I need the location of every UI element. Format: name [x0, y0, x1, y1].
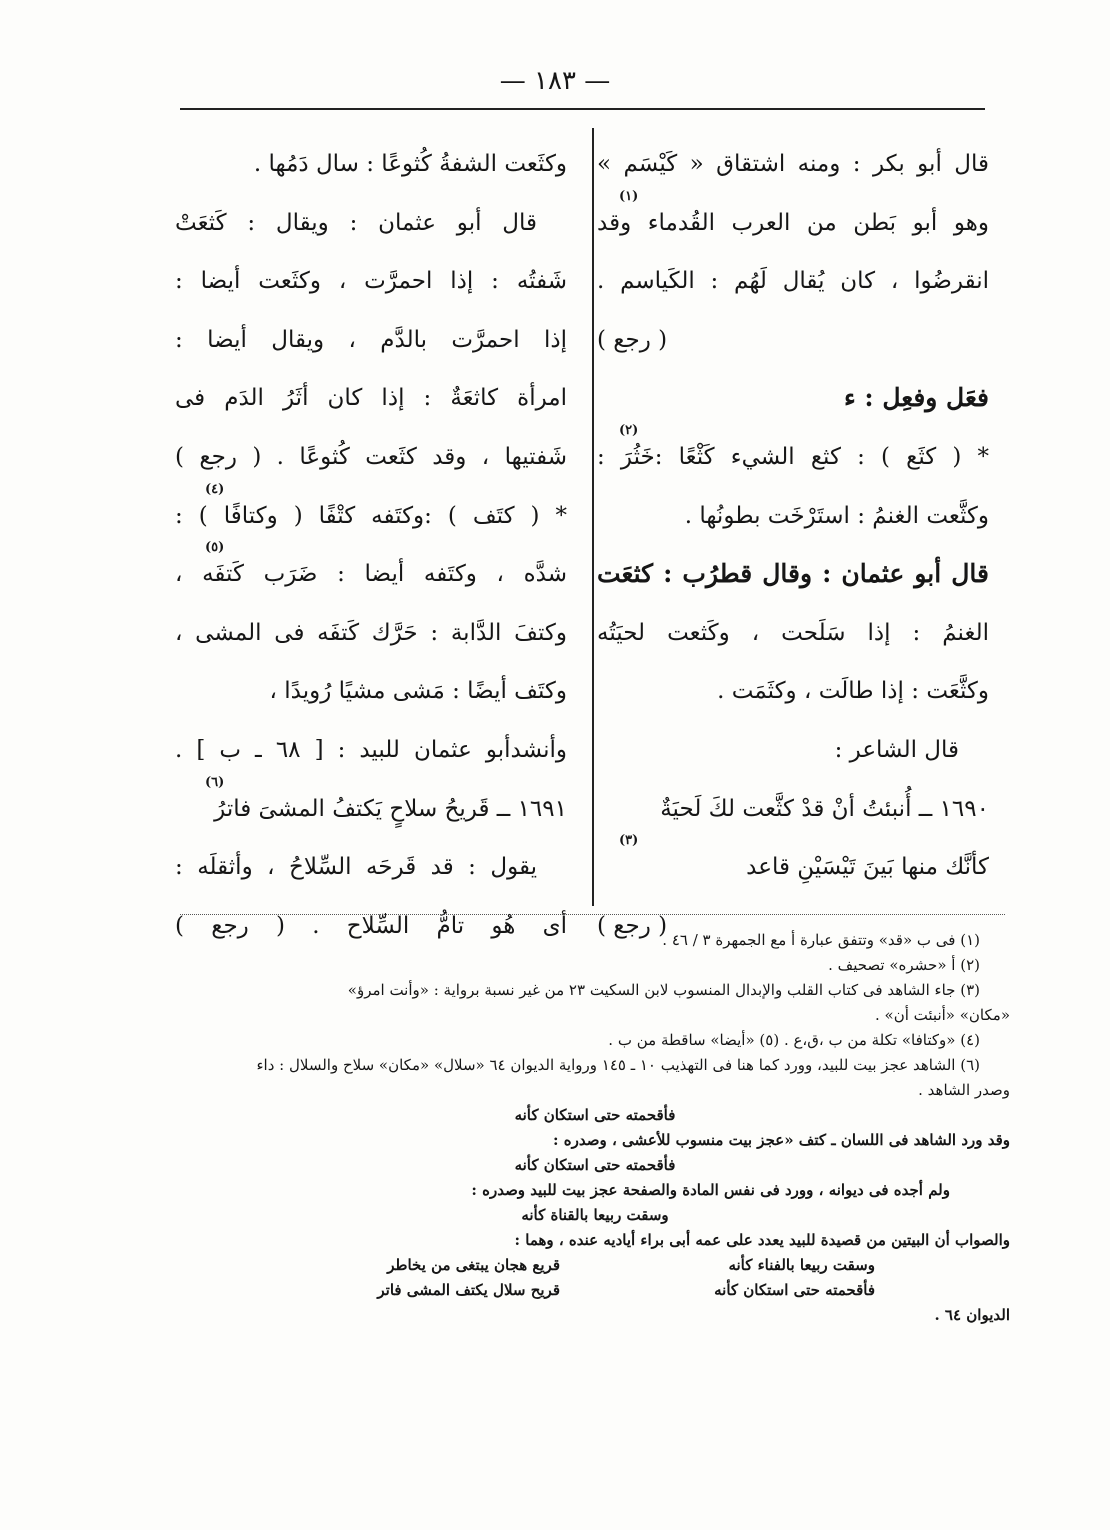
text-line — [175, 604, 567, 663]
footnote-line: (٣) جاء الشاهد فى كتاب القلب والإبدال المنسوب لابن السكيت ٢٣ من غير نسبة برواية : «وأنت امرؤ» — [347, 981, 980, 999]
line-text: * ( كثَع ) : كثع الشيء كَثْعًا :خَثُرَ : — [597, 443, 989, 470]
text-line — [597, 662, 989, 721]
footnote-line: وقد ورد الشاهد فى اللسان ـ كتف «عجز بيت منسوب للأعشى ، وصدره : — [553, 1131, 1010, 1149]
text-line — [597, 487, 989, 546]
footnote-line: ولم أجده فى ديوانه ، وورد فى نفس المادة والصفحة عجز بيت للبيد وصدره : — [471, 1181, 950, 1199]
text-line — [597, 188, 989, 253]
line-text: شدَّه ، وكتَفه أيضا : ضَرَب كَتفَه ، — [175, 561, 567, 588]
line-text: وكتَف أيضًا : مَشى مشيًا رُويدًا ، — [269, 678, 567, 705]
footnotes — [180, 928, 1010, 1328]
footnote-line: فأقحمته حتى استكان كأنه — [514, 1156, 676, 1174]
line-text: قال أبو عثمان : وقال قطرُب : كثعَت — [597, 559, 989, 589]
line-text: * ( كتَف ) :وكتَفه كتْفًا ( وكتافًا ) : — [175, 502, 567, 529]
line-text: ( رجع ) — [597, 326, 668, 353]
column-divider — [592, 128, 594, 906]
footnote-line: (١) فى ب «قد» وتتفق عبارة أ مع الجمهرة ٣ / ٤٦ . — [662, 931, 980, 949]
text-line — [175, 721, 567, 780]
line-text: قال الشاعر : — [834, 736, 959, 763]
left-column — [175, 135, 567, 955]
line-text: ١٦٩١ ــ قَريحُ سلاحٍ يَكتفُ المشىَ فاترُ — [214, 795, 567, 822]
footnote-marker: (٥) — [205, 540, 225, 556]
line-text: يقول : قد قَرحَه السِّلاحُ ، وأثقلَه : — [175, 854, 537, 881]
footnote-line: وصدر الشاهد . — [918, 1081, 1010, 1099]
text-line — [597, 833, 989, 897]
line-text: كأنَّك منها بَينَ تَيْسَيْنِ قاعد — [746, 854, 989, 881]
text-line — [597, 780, 989, 839]
footnote-line: والصواب أن البيتين من قصيدة للبيد يعدد على عمه أبى براء أياديه عنده ، وهما : — [514, 1231, 1010, 1249]
line-text: قال أبو بكر : ومنه اشتقاق « كَيْسَم » — [597, 151, 989, 177]
text-line — [597, 604, 989, 663]
line-text: إذا احمرَّت بالدَّم ، ويقال أيضا : — [175, 326, 567, 353]
poem-hemistich-second: قريح سلال يكتف المشى فاتر — [377, 1281, 560, 1299]
text-line — [175, 369, 567, 428]
poem-row — [180, 1253, 1010, 1278]
poem-hemistich-first: وسقت ربيعا بالفناء كأنه — [728, 1256, 875, 1274]
text-line — [597, 369, 989, 428]
text-line — [175, 662, 567, 721]
line-text: امرأة كاثعَةٌ : إذا كان أثَرُ الدَم فى — [175, 385, 567, 412]
poem-hemistich-second: قريع هجان يبتغى من يخاطر — [387, 1256, 560, 1274]
text-line — [175, 311, 567, 370]
footnote-line: (٦) الشاهد عجز بيت للبيد، وورد كما هنا فى التهذيب ١٠ ـ ١٤٥ ورواية الديوان ٦٤ «سلال» «مكان» سلاح والسلال : داء — [256, 1056, 980, 1074]
line-text: وكثَعت الشفةُ كُثوعًا : سال دَمُها . — [253, 151, 567, 177]
text-line — [597, 422, 989, 487]
text-line — [175, 252, 567, 311]
line-text: أى هُو تامُّ السِّلاح . ( رجع ) — [175, 912, 567, 939]
line-text: ( رجع ) — [597, 912, 668, 939]
poem-row — [180, 1278, 1010, 1303]
footnote-rule — [180, 914, 1005, 915]
text-line — [597, 311, 989, 370]
final-note: الديوان ٦٤ . — [934, 1306, 1010, 1324]
line-text: قال أبو عثمان : ويقال : كَثعَتْ — [175, 209, 537, 236]
line-text: شَفتُه : إذا احمرَّت ، وكثَعت أيضا : — [175, 268, 567, 295]
footnote-marker: (٢) — [619, 422, 639, 438]
header-rule — [180, 108, 985, 110]
footnote-line: فأقحمته حتى استكان كأنه — [514, 1106, 676, 1124]
line-text: فعَل وفعِل : ء — [843, 383, 989, 413]
footnote-marker: (١) — [619, 188, 639, 204]
text-line — [175, 135, 567, 194]
text-line — [175, 481, 567, 546]
text-line — [175, 194, 567, 253]
line-text: وأنشدأبو عثمان للبيد : [ ٦٨ ـ ب ] . — [175, 736, 568, 763]
footnote-line: «مكان» «أنبئت أن» . — [875, 1006, 1010, 1024]
footnote-line: (٤) «وكتافا» تكلة من ب ،ق،ع . (٥) «أيضا» ساقطة من ب . — [608, 1031, 980, 1049]
line-text: ١٦٩٠ ــ أُنبئتُ أنْ قدْ كثَّعت لكَ لَحيَةٌ — [660, 795, 989, 822]
line-text: وكتفَ الدَّابة : حَرَّك كَتفَه فى المشى ، — [175, 619, 567, 646]
poem-hemistich-first: فأقحمته حتى استكان كأنه — [714, 1281, 875, 1299]
footnote-marker: (٦) — [205, 774, 225, 790]
text-line — [175, 428, 567, 487]
page-number: — ١٨٣ — — [499, 66, 611, 96]
text-line — [597, 135, 989, 194]
line-text: شَفتيها ، وقد كثَعت كُثوعًا . ( رجع ) — [175, 443, 567, 470]
right-column — [597, 135, 989, 955]
text-line — [597, 252, 989, 311]
footnote-marker: (٣) — [619, 833, 639, 849]
footnote-line: (٢) أ «حشره» تصحيف . — [828, 956, 980, 974]
line-text: انقرضُوا ، كان يُقال لَهُم : الكَياسم . — [597, 268, 989, 295]
text-line — [175, 774, 567, 839]
line-text: وكثَّعَت : إذا طالَت ، وكثَمَت . — [717, 678, 989, 705]
line-text: وكثَّعت الغنمُ : استَرْخَت بطونُها . — [684, 502, 989, 529]
footnote-marker: (٤) — [205, 481, 225, 497]
footnote-line: وسقت ربيعا بالقناة كأنه — [521, 1206, 669, 1224]
text-line — [597, 545, 989, 604]
text-line — [597, 721, 989, 780]
line-text: وهو أبو بَطن من العرب القُدماء وقد — [597, 209, 989, 236]
line-text: الغنمُ : إذا سَلَحت ، وكَثعت لحيَتُه — [597, 619, 989, 646]
text-line — [175, 838, 567, 897]
text-line — [175, 540, 567, 604]
